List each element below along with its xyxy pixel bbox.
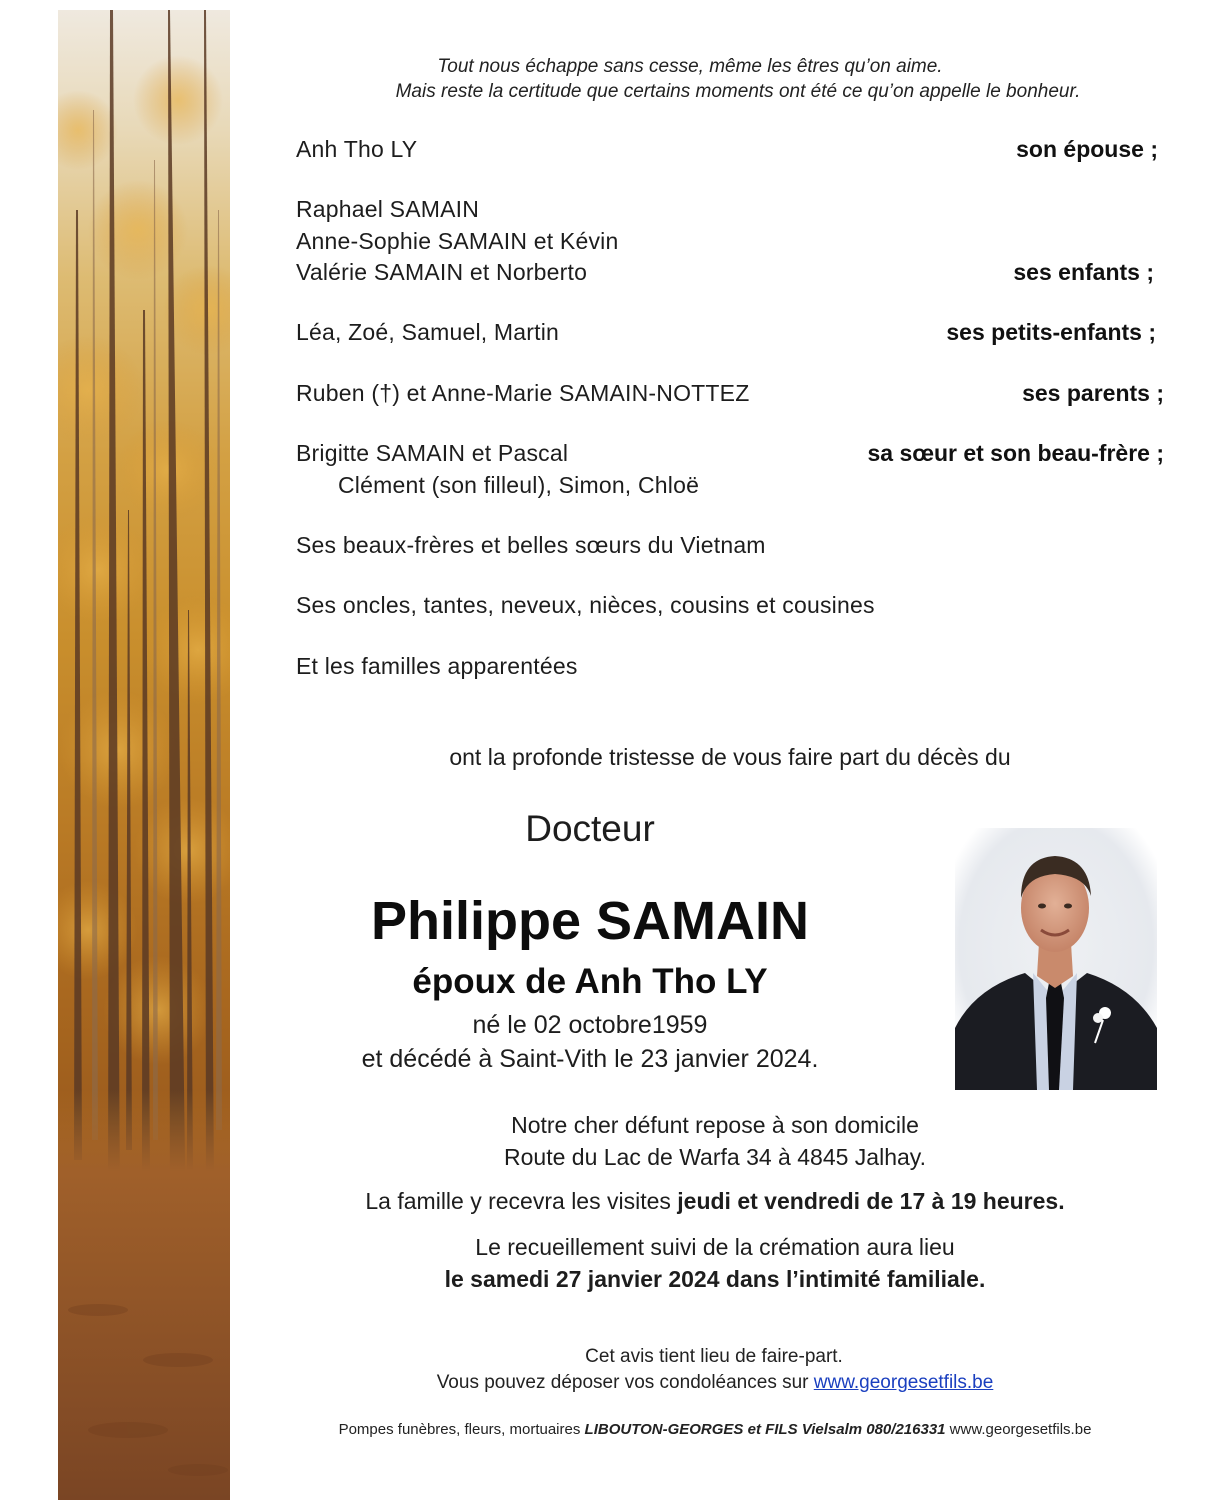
- rest-line-2: Route du Lac de Warfa 34 à 4845 Jalhay.: [504, 1144, 926, 1170]
- parents: Ruben (†) et Anne-Marie SAMAIN-NOTTEZ: [296, 380, 750, 406]
- spouse-relation: son épouse ;: [1016, 136, 1158, 162]
- notice-line: Cet avis tient lieu de faire-part.: [585, 1346, 843, 1367]
- grandchildren: Léa, Zoé, Samuel, Martin: [296, 319, 560, 345]
- parents-relation: ses parents ;: [1022, 380, 1164, 406]
- condolences-prefix: Vous pouvez déposer vos condoléances sur: [436, 1372, 814, 1393]
- company-prefix: Pompes funèbres, fleurs, mortuaires: [338, 1421, 585, 1438]
- quote-line-1: Tout nous échappe sans cesse, même les êtres qu’on aime.: [437, 56, 943, 77]
- announcement: ont la profonde tristesse de vous faire part du décès du: [449, 744, 1011, 770]
- child-1: Raphael SAMAIN: [296, 196, 480, 222]
- ceremony-line-1: Le recueillement suivi de la crémation aura lieu: [475, 1234, 955, 1260]
- condolences-line: [350, 1372, 1080, 1394]
- children-relation: ses enfants ;: [1013, 259, 1154, 285]
- company-site: www.georgesetfils.be: [945, 1421, 1092, 1438]
- quote-line-2: Mais reste la certitude que certains moments ont été ce qu’on appelle le bonheur.: [395, 81, 1081, 102]
- ceremony-line-2: le samedi 27 janvier 2024 dans l’intimité familiale.: [444, 1266, 986, 1292]
- grandchildren-relation: ses petits-enfants ;: [946, 319, 1156, 345]
- visits-times: jeudi et vendredi de 17 à 19 heures.: [677, 1188, 1065, 1214]
- spouse-name: Anh Tho LY: [296, 136, 418, 162]
- birth-date: né le 02 octobre1959: [472, 1011, 708, 1039]
- sister-children: Clément (son filleul), Simon, Chloë: [338, 472, 700, 498]
- sister-relation: sa sœur et son beau-frère ;: [867, 440, 1164, 466]
- deceased-name: Philippe SAMAIN: [370, 891, 809, 951]
- deceased-title: Docteur: [525, 808, 655, 849]
- child-2: Anne-Sophie SAMAIN et Kévin: [296, 228, 619, 254]
- condolences-link[interactable]: www.georgesetfils.be: [813, 1372, 994, 1393]
- sister: Brigitte SAMAIN et Pascal: [296, 440, 569, 466]
- extended-family: Ses oncles, tantes, neveux, nièces, cousins et cousines: [296, 592, 875, 618]
- related-families: Et les familles apparentées: [296, 653, 578, 679]
- child-3: Valérie SAMAIN et Norberto: [296, 259, 588, 285]
- company-footer: [250, 1421, 1180, 1438]
- rest-line-1: Notre cher défunt repose à son domicile: [511, 1112, 919, 1138]
- visits-line: [300, 1188, 1130, 1215]
- inlaws: Ses beaux-frères et belles sœurs du Vietnam: [296, 532, 766, 558]
- portrait-photo: [955, 828, 1157, 1090]
- death-date: et décédé à Saint-Vith le 23 janvier 2024.: [361, 1045, 819, 1073]
- visits-prefix: La famille y recevra les visites: [365, 1188, 678, 1214]
- deceased-spouse: époux de Anh Tho LY: [412, 962, 768, 1001]
- company-name: LIBOUTON-GEORGES et FILS Vielsalm 080/216331: [584, 1421, 946, 1438]
